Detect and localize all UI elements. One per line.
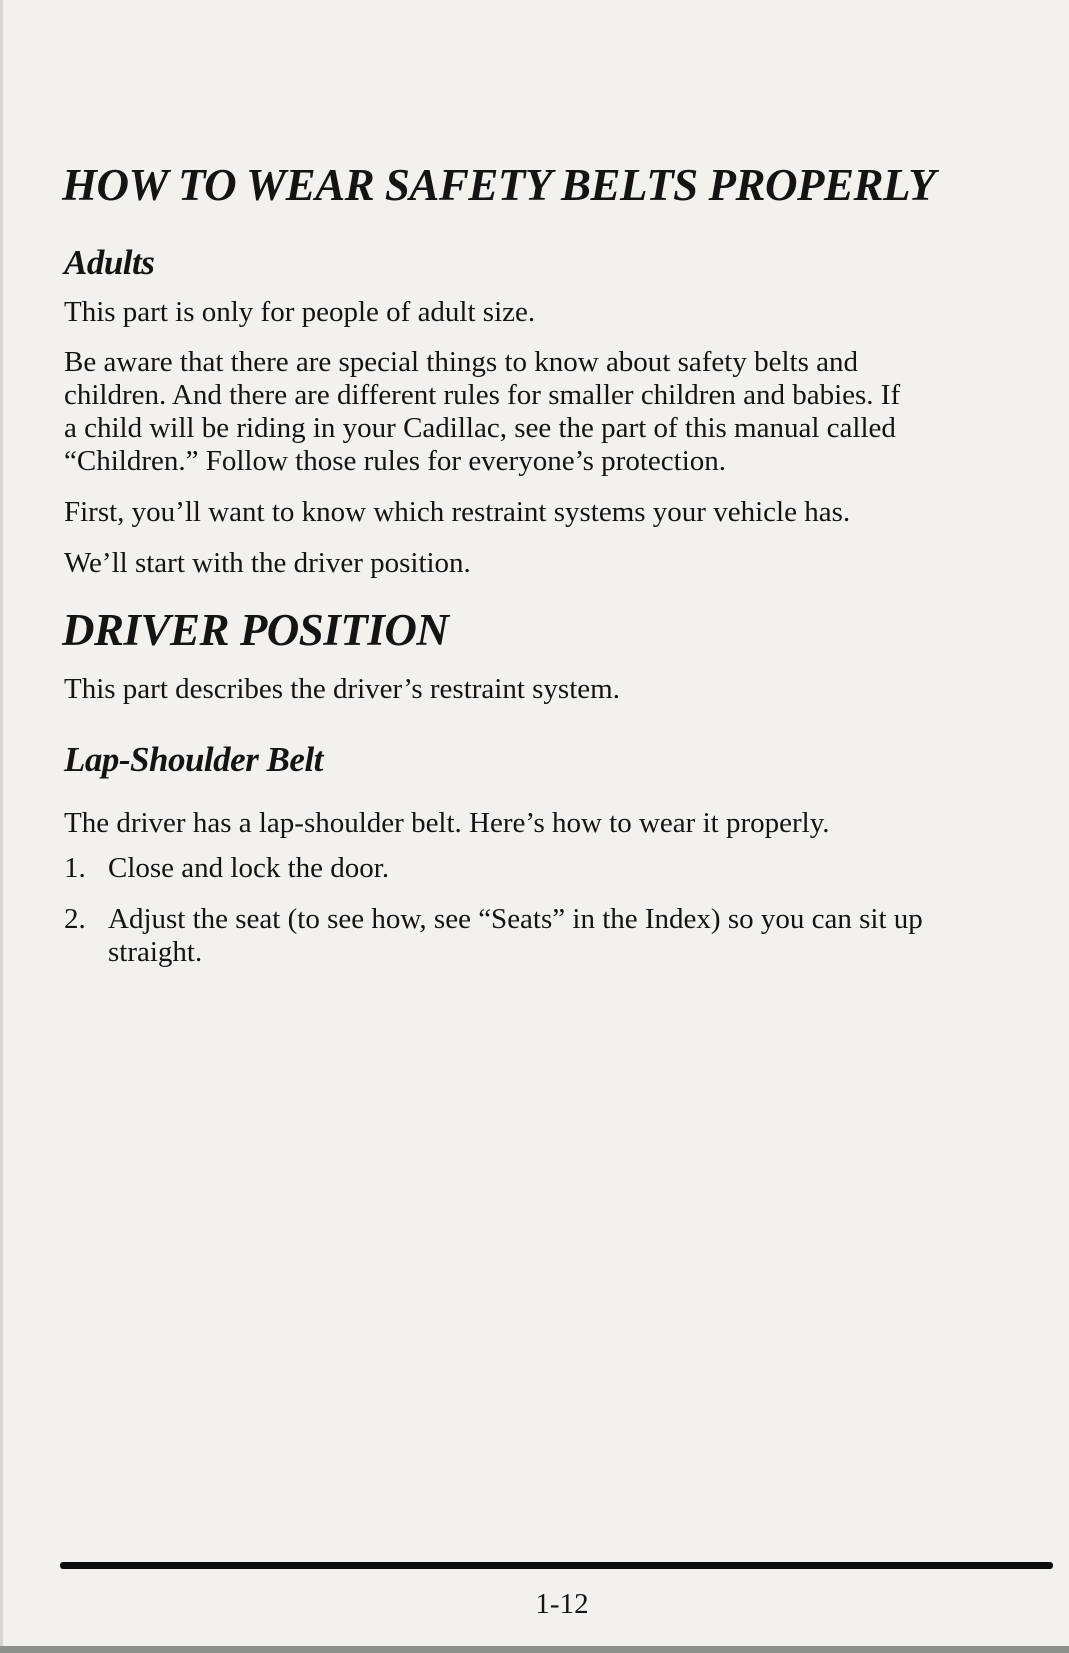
paragraph — [64, 346, 900, 478]
paragraph: We’ll start with the driver position. — [64, 547, 471, 579]
text-line: “Children.” Follow those rules for everyone’s protection. — [64, 445, 727, 477]
subheading-lap-shoulder-belt: Lap-Shoulder Belt — [64, 740, 323, 779]
paragraph: This part describes the driver’s restraint system. — [64, 673, 620, 705]
page-edge — [0, 0, 3, 1653]
paragraph: The driver has a lap-shoulder belt. Here’s how to wear it properly. — [64, 807, 830, 839]
scan-bottom-edge — [0, 1646, 1069, 1653]
list-number: 1. — [64, 852, 86, 884]
paragraph: This part is only for people of adult size. — [64, 296, 536, 328]
footer-rule — [60, 1562, 1053, 1569]
list-text: straight. — [108, 936, 203, 968]
page-title: HOW TO WEAR SAFETY BELTS PROPERLY — [62, 160, 936, 210]
section-heading-adults: Adults — [64, 243, 155, 282]
list-number: 2. — [64, 903, 86, 935]
section-heading-driver-position: DRIVER POSITION — [62, 605, 449, 655]
paragraph: First, you’ll want to know which restraint systems your vehicle has. — [64, 496, 851, 528]
page-number: 1-12 — [535, 1588, 589, 1620]
text-line: Be aware that there are special things to know about safety belts and — [64, 346, 859, 378]
text-line: a child will be riding in your Cadillac, see the part of this manual called — [64, 412, 896, 444]
list-item — [64, 852, 389, 885]
text-line: children. And there are different rules for smaller children and babies. If — [64, 379, 901, 411]
list-text: Close and lock the door. — [108, 852, 390, 884]
list-item — [64, 903, 923, 969]
list-text: Adjust the seat (to see how, see “Seats” in the Index) so you can sit up — [108, 903, 923, 935]
